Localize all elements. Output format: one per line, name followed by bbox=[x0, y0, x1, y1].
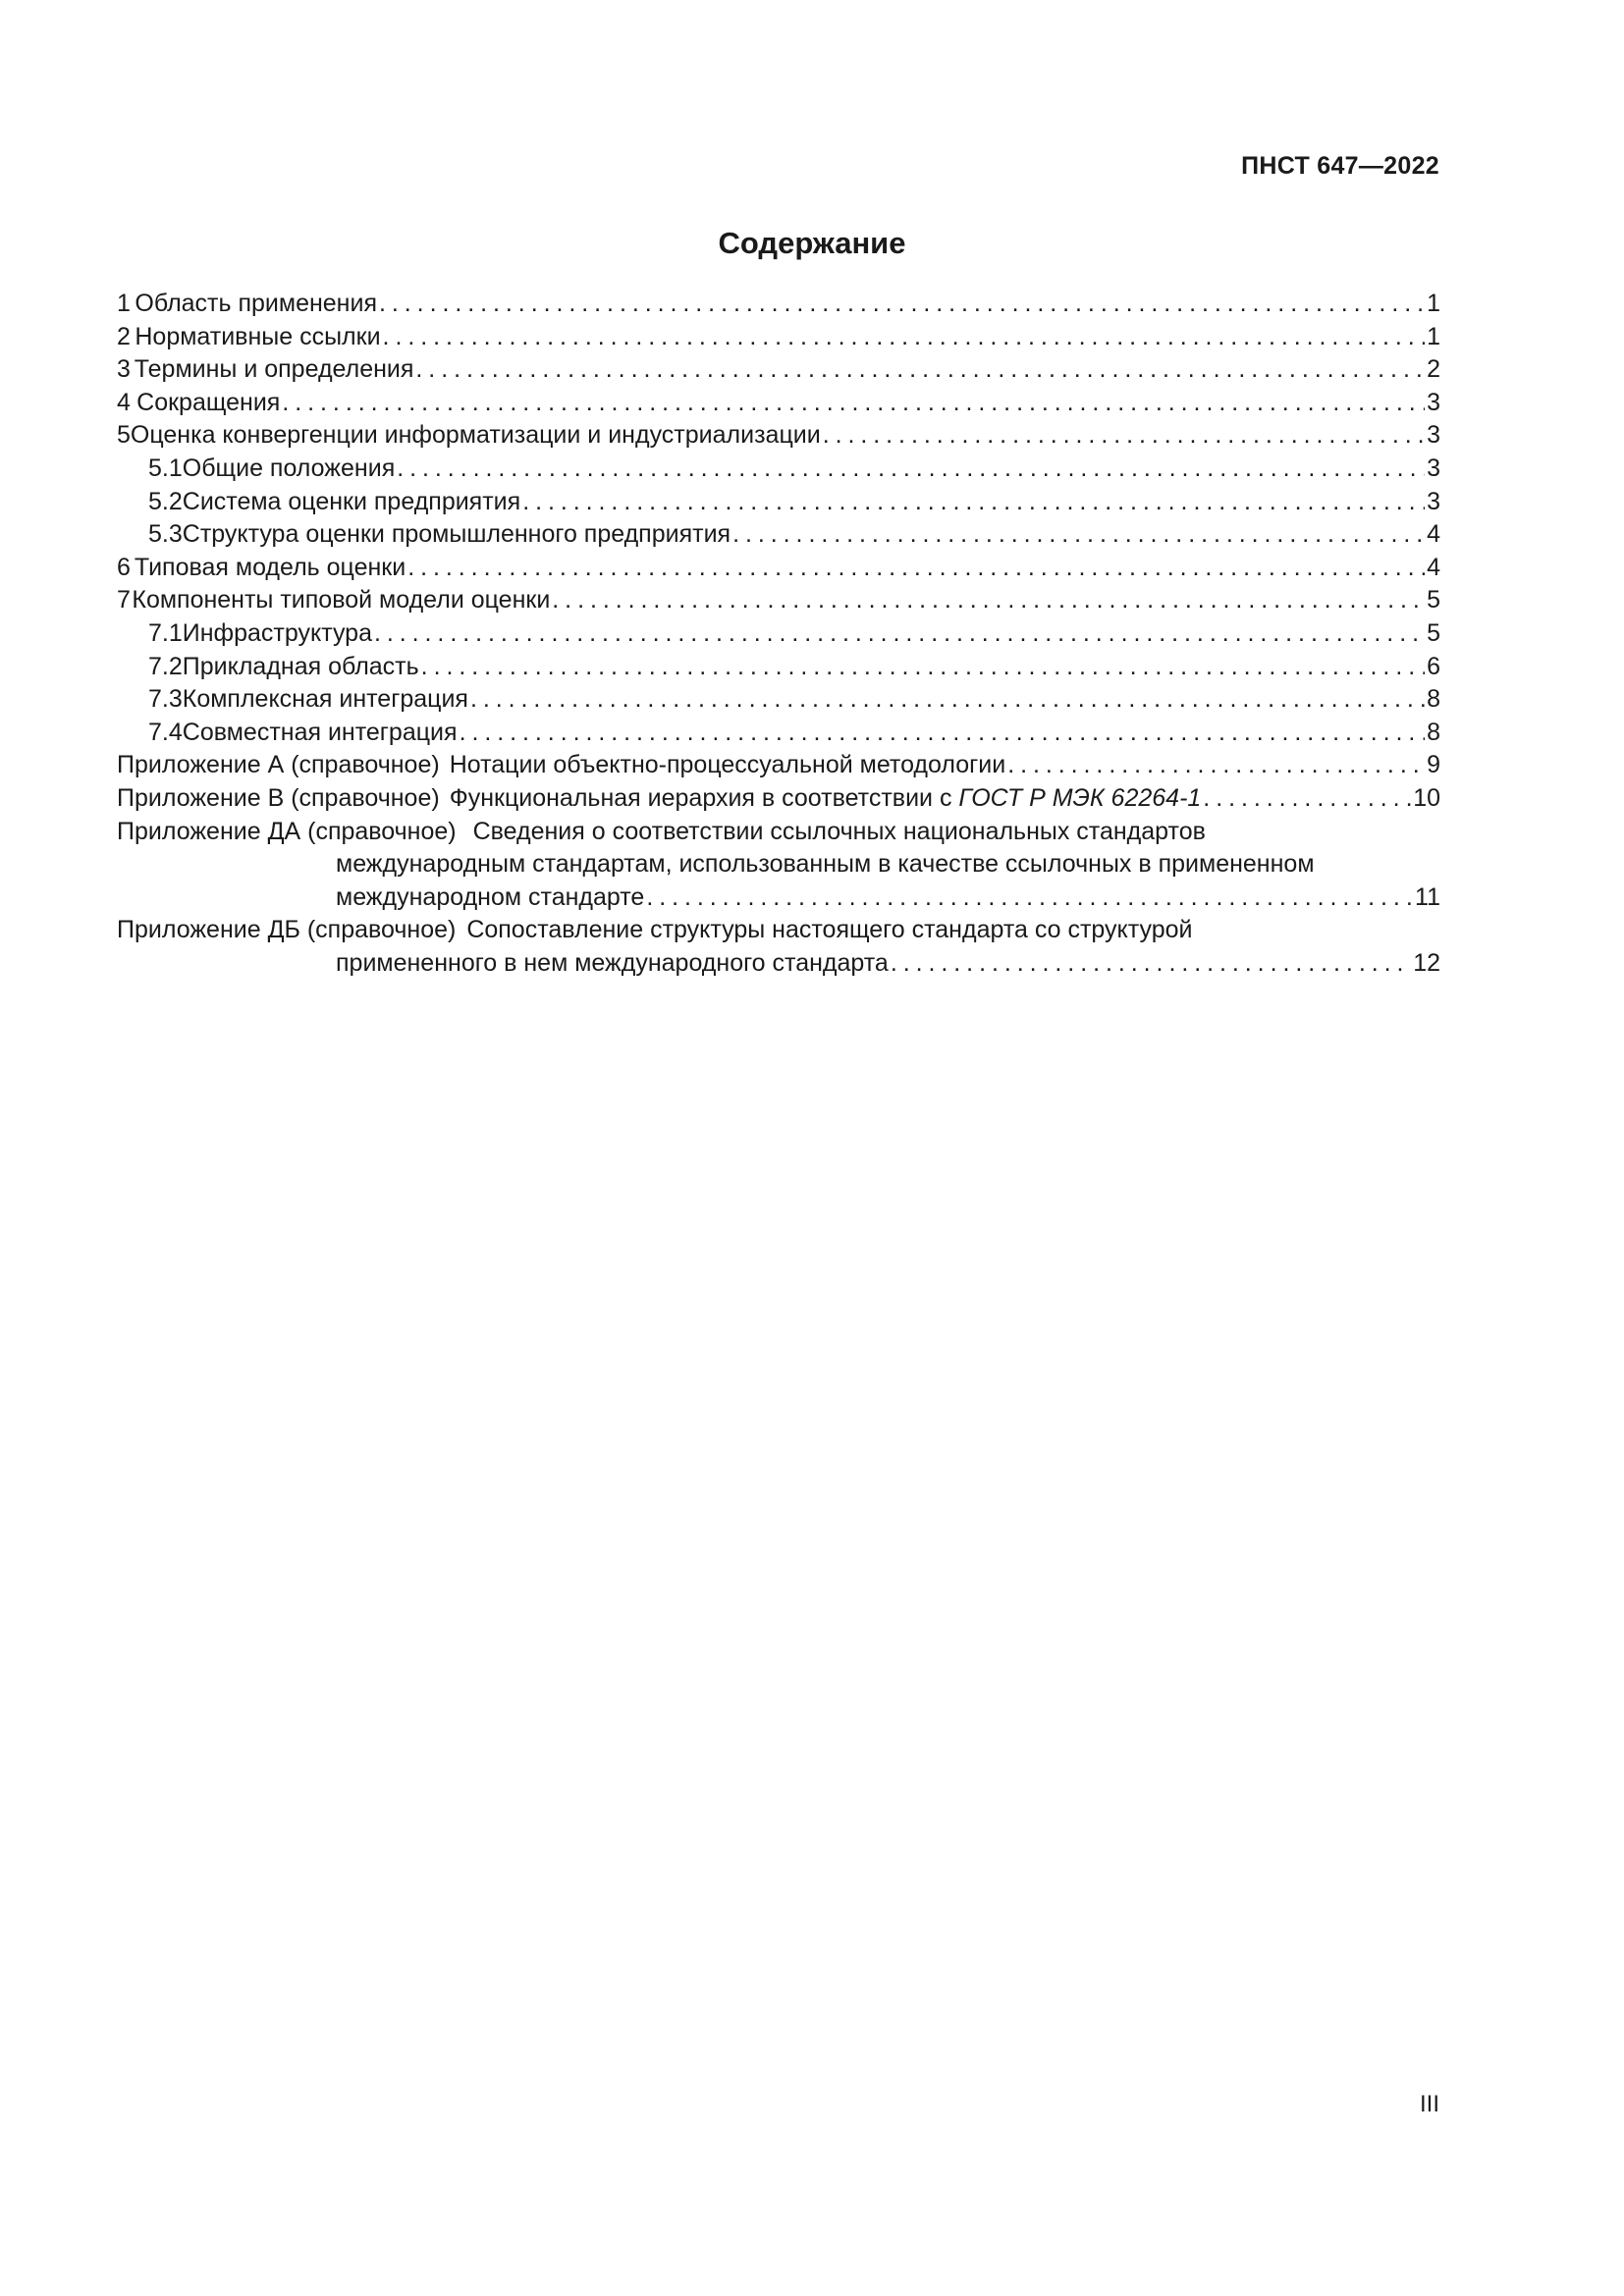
toc-subentry[interactable] bbox=[117, 717, 1440, 750]
toc-entry-number: 4 bbox=[117, 388, 131, 416]
dot-leader bbox=[522, 486, 1425, 519]
annex-label: Приложение В (справочное) bbox=[117, 783, 440, 812]
toc-entry[interactable] bbox=[117, 387, 1440, 420]
toc-subentry[interactable] bbox=[117, 518, 1440, 552]
toc-entry-number: 7.2 bbox=[148, 652, 183, 680]
annex-title-line: Сведения о соответствии ссылочных национальных стандартов bbox=[472, 817, 1206, 845]
annex-page: 11 bbox=[1415, 882, 1440, 911]
toc-entry-title: Совместная интеграция bbox=[182, 718, 458, 746]
toc-entry-page: 3 bbox=[1427, 487, 1440, 515]
dot-leader bbox=[891, 947, 1411, 981]
dot-leader bbox=[1007, 749, 1425, 782]
toc-entry-title: Оценка конвергенции информатизации и индустриализации bbox=[130, 421, 821, 450]
dot-leader bbox=[732, 518, 1425, 552]
toc-entry-title: Общие положения bbox=[182, 454, 396, 482]
toc-entry-title: Структура оценки промышленного предприятия bbox=[182, 520, 731, 549]
annex-page: 10 bbox=[1413, 783, 1440, 812]
toc-entry-page: 8 bbox=[1427, 718, 1440, 746]
toc-annex-da[interactable] bbox=[117, 816, 1440, 915]
toc-entry[interactable] bbox=[117, 552, 1440, 585]
toc-entry-number: 5.3 bbox=[148, 520, 183, 549]
dot-leader bbox=[421, 651, 1425, 684]
dot-leader bbox=[823, 419, 1425, 453]
toc-title: Содержание bbox=[718, 226, 906, 260]
toc-entry[interactable] bbox=[117, 584, 1440, 617]
dot-leader bbox=[470, 683, 1425, 717]
annex-title-line: международном стандарте bbox=[336, 882, 645, 911]
toc-annex-db[interactable] bbox=[117, 914, 1440, 980]
toc-entry-title: Термины и определения bbox=[134, 355, 414, 384]
document-code: ПНСТ 647—2022 bbox=[1241, 152, 1439, 180]
toc-entry-number: 5 bbox=[117, 421, 131, 450]
toc-entry-number: 7 bbox=[117, 586, 131, 614]
toc-entry-title: Инфраструктура bbox=[182, 618, 372, 647]
annex-title: Нотации объектно-процессуальной методологии bbox=[449, 751, 1006, 779]
dot-leader bbox=[379, 288, 1425, 321]
toc-entry-page: 3 bbox=[1427, 421, 1440, 450]
toc-entry-number: 6 bbox=[117, 553, 131, 581]
toc-entry-page: 4 bbox=[1427, 520, 1440, 549]
dot-leader bbox=[552, 584, 1425, 617]
annex-title-line: Сопоставление структуры настоящего стандарта со структурой bbox=[466, 916, 1193, 944]
toc-entry[interactable] bbox=[117, 288, 1440, 321]
toc-entry-number: 7.4 bbox=[148, 718, 183, 746]
annex-title-line: примененного в нем международного стандарта bbox=[336, 948, 889, 977]
toc-subentry[interactable] bbox=[117, 651, 1440, 684]
toc-entry-page: 4 bbox=[1427, 553, 1440, 581]
annex-page: 12 bbox=[1413, 948, 1440, 977]
toc-entry[interactable] bbox=[117, 321, 1440, 354]
toc-entry-page: 1 bbox=[1427, 290, 1440, 317]
toc-entry-number: 1 bbox=[117, 290, 131, 317]
toc-subentry[interactable] bbox=[117, 486, 1440, 519]
toc-entry-page: 5 bbox=[1427, 618, 1440, 647]
dot-leader bbox=[646, 881, 1413, 915]
toc-entry[interactable] bbox=[117, 419, 1440, 453]
toc-entry-page: 2 bbox=[1427, 355, 1440, 384]
toc-annex-b[interactable] bbox=[117, 782, 1440, 816]
dot-leader bbox=[374, 617, 1425, 651]
annex-label: Приложение А (справочное) bbox=[117, 751, 440, 779]
toc-entry-title: Система оценки предприятия bbox=[182, 487, 521, 515]
toc-entry-title: Область применения bbox=[135, 290, 377, 317]
dot-leader bbox=[415, 353, 1425, 387]
toc-entry-page: 3 bbox=[1427, 454, 1440, 482]
toc-entry-page: 5 bbox=[1427, 586, 1440, 614]
dot-leader bbox=[1203, 782, 1411, 816]
toc-entry-page: 6 bbox=[1427, 652, 1440, 680]
toc-subentry[interactable] bbox=[117, 617, 1440, 651]
toc-annex-a[interactable] bbox=[117, 749, 1440, 782]
page-number: III bbox=[1419, 2091, 1439, 2117]
annex-label: Приложение ДБ (справочное) bbox=[117, 916, 457, 944]
toc-entry-number: 5.2 bbox=[148, 487, 183, 515]
toc-entry-title: Комплексная интеграция bbox=[182, 685, 468, 714]
annex-title: Функциональная иерархия в соответствии с bbox=[449, 783, 952, 812]
toc-entry-title: Сокращения bbox=[136, 388, 281, 416]
toc-entry-title: Компоненты типовой модели оценки bbox=[132, 586, 551, 614]
toc-subentry[interactable] bbox=[117, 453, 1440, 486]
toc-entry-page: 1 bbox=[1427, 322, 1440, 350]
toc-entry-page: 8 bbox=[1427, 685, 1440, 714]
toc-entry-number: 2 bbox=[117, 322, 131, 350]
toc-subentry[interactable] bbox=[117, 683, 1440, 717]
toc-entry-number: 7.1 bbox=[148, 618, 183, 647]
toc-entry-title: Прикладная область bbox=[182, 652, 419, 680]
annex-label: Приложение ДА (справочное) bbox=[117, 817, 457, 845]
toc-entry-title: Типовая модель оценки bbox=[134, 553, 406, 581]
dot-leader bbox=[407, 552, 1425, 585]
toc-entry-number: 7.3 bbox=[148, 685, 183, 714]
dot-leader bbox=[383, 321, 1426, 354]
toc-entry-number: 5.1 bbox=[148, 454, 183, 482]
dot-leader bbox=[460, 717, 1426, 750]
toc-entry-title: Нормативные ссылки bbox=[135, 322, 381, 350]
toc-entry-number: 3 bbox=[117, 355, 131, 384]
table-of-contents bbox=[117, 288, 1440, 980]
dot-leader bbox=[282, 387, 1425, 420]
toc-entry[interactable] bbox=[117, 353, 1440, 387]
toc-entry-page: 3 bbox=[1427, 388, 1440, 416]
annex-page: 9 bbox=[1427, 751, 1440, 779]
dot-leader bbox=[397, 453, 1425, 486]
annex-standard-reference: ГОСТ Р МЭК 62264-1 bbox=[958, 783, 1202, 812]
annex-title-line: международным стандартам, использованным в качестве ссылочных в примененном bbox=[336, 850, 1315, 879]
